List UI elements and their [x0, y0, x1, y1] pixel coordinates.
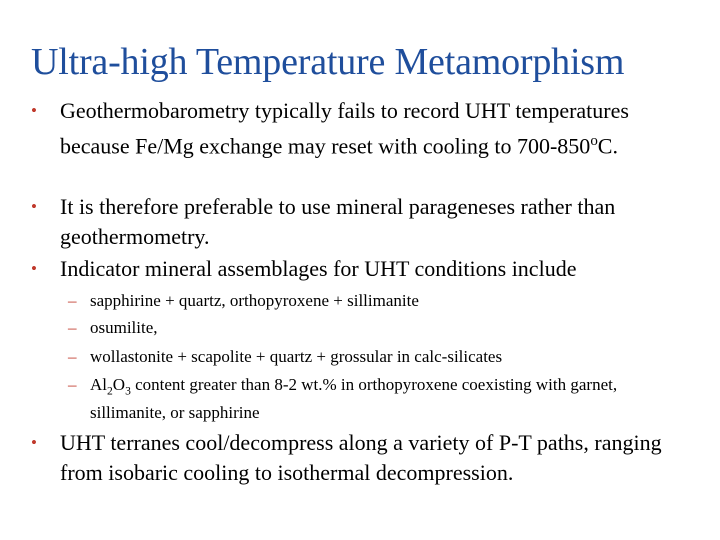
sub-marker: – [68, 347, 77, 366]
bullet-text: It is therefore preferable to use mineral parageneses rather than geothermometry. [60, 194, 616, 249]
degree-symbol: o [590, 133, 598, 149]
bullet-item [31, 192, 691, 252]
sub-item [68, 317, 668, 339]
bullet-marker: • [31, 433, 37, 452]
bullet-text [60, 96, 691, 161]
sub-marker: – [68, 375, 77, 394]
bullet-item [31, 428, 691, 488]
sub-item [68, 374, 668, 424]
bullet-marker: • [31, 259, 37, 278]
bullet-marker: • [31, 101, 37, 120]
sub-marker: – [68, 291, 77, 310]
formula-subscript: 3 [125, 384, 131, 398]
bullet-text: Indicator mineral assemblages for UHT conditions include [60, 256, 577, 281]
formula-o: O [112, 375, 126, 394]
sub-item [68, 346, 668, 368]
sub-text: wollastonite + scapolite + quartz + grossular in calc-silicates [90, 347, 503, 366]
formula-subscript: 2 [107, 384, 113, 398]
bullet-text-main: Geothermobarometry typically fails to record UHT temperatures because Fe/Mg exchange may reset with cooling to 700-850 [60, 98, 629, 159]
bullet-item [31, 254, 691, 284]
sub-text: sapphirine + quartz, orthopyroxene + sillimanite [90, 291, 419, 310]
bullet-text: UHT terranes cool/decompress along a variety of P-T paths, ranging from isobaric cooling to isothermal decompression. [60, 430, 662, 485]
sub-item [68, 290, 668, 312]
slide-title: Ultra-high Temperature Metamorphism [31, 41, 625, 83]
sub-text: osumilite, [90, 318, 158, 337]
bullet-marker: • [31, 197, 37, 216]
bullet-item [31, 96, 691, 161]
sub-marker: – [68, 318, 77, 337]
sub-text-rest: content greater than 8-2 wt.% in orthopyroxene coexisting with garnet, sillimanite, or sapphirine [90, 375, 618, 423]
sub-text [90, 374, 668, 424]
bullet-text-end: C. [597, 133, 618, 159]
formula-al: Al [90, 375, 107, 394]
